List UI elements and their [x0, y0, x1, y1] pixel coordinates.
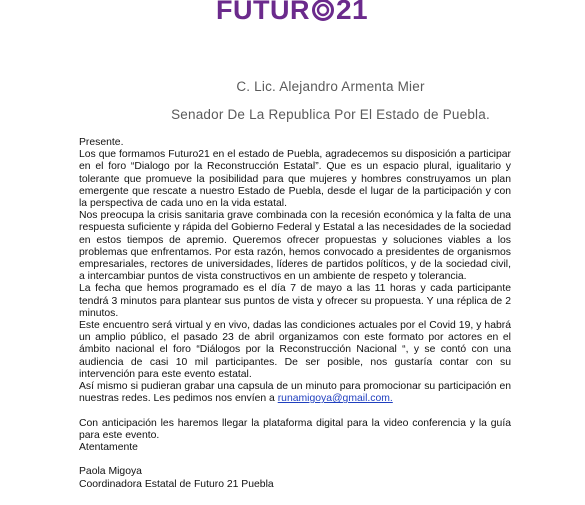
spacer — [79, 405, 511, 417]
signature-name: Paola Migoya — [79, 466, 142, 478]
logo-ring-icon — [311, 0, 335, 22]
logo-text-futur: FUTUR — [216, 0, 310, 25]
paragraph-5 — [79, 381, 511, 405]
paragraph-2: Nos preocupa la crisis sanitaria grave combinada con la recesión económica y la falta de una respuesta suficiente y rápida del Gobierno Federal y Estatal a las necesidades de la sociedad en estos tiempos de apremio. Queremos ofrecer propuestas y soluciones viables a los problemas que enfrentamos. Por esta razón, hemos convocado a presidentes de organismos empresariales, rectores de universidades, líderes de partidos políticos, y de la sociedad civil, a intercambiar puntos de vista constructivos en un ambiente de respeto y tolerancia. — [79, 210, 511, 283]
recipient-name: C. Lic. Alejandro Armenta Mier — [236, 79, 425, 94]
paragraph-3: La fecha que hemos programado es el día 7 de mayo a las 11 horas y cada participante tendrá 3 minutos para plantear sus puntos de vista y ofrecer su propuesta. Y una réplica de 2 minutos. — [79, 283, 511, 319]
greeting: Presente. — [79, 137, 124, 148]
paragraph-4: Este encuentro será virtual y en vivo, dadas las condiciones actuales por el Covid 19, y habrá un amplio público, el pasado 23 de abril organizamos con este formato por actores en el ámbito nacional el foro “Diálogos por la Reconstrucción Nacional “, y se contó con una audiencia de casi 10 mil participantes. De ser posible, nos gustaría contar con su intervención para este evento estatal. — [79, 320, 511, 380]
futuro21-logo — [216, 0, 368, 26]
email-link[interactable]: runamigoya@gmail.com. — [277, 393, 393, 405]
closing: Atentamente — [79, 442, 138, 454]
recipient-title: Senador De La Republica Por El Estado de Puebla. — [171, 107, 490, 122]
logo-text-21: 21 — [335, 0, 369, 25]
signature-title: Coordinadora Estatal de Futuro 21 Puebla — [79, 478, 274, 490]
letter-body — [79, 137, 511, 491]
paragraph-1: Los que formamos Futuro21 en el estado de Puebla, agradecemos su disposición a participar en el foro “Dialogo por la Reconstrucción Estatal”. Que es un espacio plural, igualitario y tolerante que promueve la posibilidad para que mujeres y hombres construyamos un plan emergente que rescate a nuestro Estado de Puebla, desde el lugar de la participación y con la perspectiva de cada uno en la vida estatal. — [79, 149, 511, 210]
spacer — [79, 454, 511, 466]
paragraph-6: Con anticipación les haremos llegar la plataforma digital para la video conferencia y la guía para este evento. — [79, 417, 511, 441]
paragraph-5-text: Así mismo si pudieran grabar una capsula de un minuto para promocionar su participación en nuestras redes. Les pedimos nos envíen a — [79, 381, 511, 405]
